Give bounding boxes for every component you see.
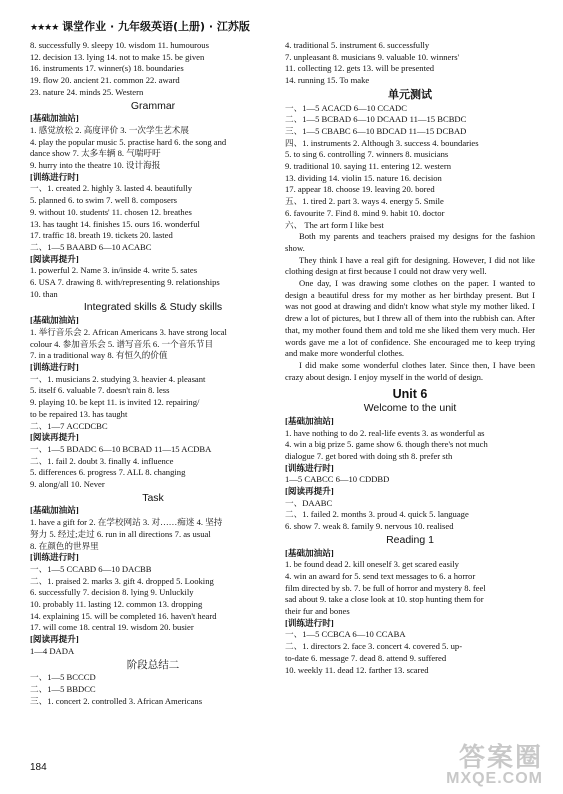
answer-line: 二、1. praised 2. marks 3. gift 4. dropped 5. Looking xyxy=(30,575,214,586)
answer-line: 11. collecting 12. gets 13. will be presented xyxy=(285,63,435,74)
answer-line: 14. running 15. To make xyxy=(285,75,370,86)
answer-line: 6. successfully 7. decision 8. lying 9. Unluckily xyxy=(30,587,194,598)
subsection-heading: [阅读再提升] xyxy=(30,432,79,443)
answer-line: 17. appear 18. choose 19. leaving 20. bored xyxy=(285,184,435,195)
subsection-heading: [基础加油站] xyxy=(30,505,79,516)
answer-line: 5. planned 6. to swim 7. well 8. composers xyxy=(30,195,178,206)
answer-line: 一、1—5 ACACD 6—10 CCADC xyxy=(285,102,407,113)
subsection-heading: [基础加油站] xyxy=(285,547,334,558)
answer-line: 二、1—5 BAABD 6—10 ACABC xyxy=(30,241,152,252)
answer-line: 8. successfully 9. sleepy 10. wisdom 11. humourous xyxy=(30,40,209,50)
header-stars: ★★★★ xyxy=(30,23,59,33)
section-title: 阶段总结二 xyxy=(126,658,180,671)
answer-line: 三、1—5 CBABC 6—10 BDCAD 11—15 DCBAD xyxy=(285,125,467,136)
answer-line: film directed by sb. 7. be full of horror and mystery 8. feel xyxy=(285,582,486,593)
answer-line: 一、DAABC xyxy=(285,497,333,508)
answer-line: 一、1—5 CCABD 6—10 DACBB xyxy=(30,563,152,574)
subsection-heading: [训练进行时] xyxy=(30,552,79,563)
answer-line: 六、 The art form I like best xyxy=(285,219,384,230)
answer-line: 二、1. failed 2. months 3. proud 4. quick 5. language xyxy=(285,509,469,520)
answer-line: 二、1. fail 2. doubt 3. finally 4. influence xyxy=(30,455,174,466)
answer-line: 14. explaining 15. will be completed 16. haven't heard xyxy=(30,610,217,621)
answer-line: 6. USA 7. drawing 8. with/representing 9. relationships xyxy=(30,277,220,288)
answer-line: 17. traffic 18. breath 19. tickets 20. lasted xyxy=(30,230,173,241)
section-title: Welcome to the unit xyxy=(363,402,457,415)
answer-line: 12. decision 13. lying 14. not to make 15. be given xyxy=(30,51,205,62)
answer-line: colour 4. 参加音乐会 5. 谱写音乐 6. 一个音乐节目 xyxy=(30,338,214,349)
section-title: Reading 1 xyxy=(386,533,434,546)
watermark xyxy=(446,742,543,790)
essay-paragraph: They think I have a real gift for designing. However, I did not like clothing design at first because I could not draw very well. xyxy=(285,254,535,277)
answer-line: 4. traditional 5. instrument 6. successfully xyxy=(285,40,430,50)
unit-title: Unit 6 xyxy=(392,387,428,402)
answer-line: 二、1—5 BCBAD 6—10 DCAAD 11—15 BCBDC xyxy=(285,114,467,125)
answer-line: 1. have nothing to do 2. real-life events 3. as wonderful as xyxy=(285,427,485,438)
answer-line: 五、1. tired 2. part 3. ways 4. energy 5. Smile xyxy=(285,196,444,207)
subsection-heading: [基础加油站] xyxy=(285,415,334,426)
subsection-heading: [阅读再提升] xyxy=(30,253,79,264)
answer-line: 10. probably 11. lasting 12. common 13. dropping xyxy=(30,599,203,610)
answer-line: 一、1. created 2. highly 3. lasted 4. beautifully xyxy=(30,183,193,194)
answer-line: to-date 6. message 7. dead 8. attend 9. suffered xyxy=(285,652,447,663)
answer-line: 1—5 CABCC 6—10 CDDBD xyxy=(285,474,390,485)
watermark-line2: MXQE.COM xyxy=(446,770,543,787)
section-title: 单元测试 xyxy=(388,88,432,101)
answer-line: 三、1. concert 2. controlled 3. African Americans xyxy=(30,695,203,706)
left-column xyxy=(30,40,276,707)
answer-line: 9. hurry into the theatre 10. 设计海报 xyxy=(30,160,161,171)
answer-line: 8. 在颜色的世界里 xyxy=(30,540,99,551)
header-title: 课堂作业 · 九年级英语(上册) · 江苏版 xyxy=(62,20,250,33)
subsection-heading: [训练进行时] xyxy=(30,361,79,372)
subsection-heading: [训练进行时] xyxy=(285,617,334,628)
section-title: Task xyxy=(142,491,164,504)
answer-line: 5. to sing 6. controlling 7. winners 8. musicians xyxy=(285,149,449,160)
answer-line: 5. differences 6. progress 7. ALL 8. changing xyxy=(30,467,186,478)
right-column xyxy=(285,40,535,676)
answer-line: 四、1. instruments 2. Although 3. success 4. boundaries xyxy=(285,137,479,148)
answer-line: 9. playing 10. be kept 11. is invited 12. repairing/ xyxy=(30,397,200,408)
answer-line: 7. unpleasant 8. musicians 9. valuable 10. winners' xyxy=(285,51,460,62)
answer-line: 6. show 7. weak 8. family 9. nervous 10. realised xyxy=(285,521,454,532)
watermark-line1: 答案圈 xyxy=(458,742,543,772)
answer-line: 4. play the popular music 5. practise hard 6. the song and xyxy=(30,136,227,147)
subsection-heading: [训练进行时] xyxy=(30,171,79,182)
page-number: 184 xyxy=(30,762,47,773)
answer-line: 1. have a gift for 2. 在学校网站 3. 对……痴迷 4. 坚持 xyxy=(30,517,223,528)
answer-line: 23. nature 24. minds 25. Western xyxy=(30,86,144,97)
answer-line: 一、1—5 BDADC 6—10 BCBAD 11—15 ACDBA xyxy=(30,443,212,454)
answer-line: 19. flow 20. ancient 21. common 22. award xyxy=(30,75,180,86)
answer-line: 二、1—7 ACCDCBC xyxy=(30,420,108,431)
answer-line: 1. powerful 2. Name 3. in/inside 4. write 5. sates xyxy=(30,265,198,276)
answer-line: 10. weekly 11. dead 12. farther 13. scared xyxy=(285,664,429,675)
answer-line: sad about 9. take a close look at 10. stop hunting them for xyxy=(285,594,484,605)
answer-line: dialogue 7. get bored with doing sth 8. prefer sth xyxy=(285,450,453,461)
answer-line: 13. has taught 14. finishes 15. ours 16. wonderful xyxy=(30,218,200,229)
answer-line: 7. in a traditional way 8. 有恒久的价值 xyxy=(30,350,168,361)
answer-line: 1—4 DADA xyxy=(30,645,75,656)
subsection-heading: [基础加油站] xyxy=(30,113,79,124)
answer-line: 1. 感觉放松 2. 高度评价 3. 一次学生艺术展 xyxy=(30,124,189,135)
subsection-heading: [训练进行时] xyxy=(285,462,334,473)
page-header xyxy=(30,18,250,34)
answer-line: 9. without 10. students' 11. chosen 12. breathes xyxy=(30,206,192,217)
answer-line: 一、1. musicians 2. studying 3. heavier 4. pleasant xyxy=(30,373,206,384)
answer-line: their fur and bones xyxy=(285,606,350,617)
answer-line: 努力 5. 经过;走过 6. run in all directions 7. as usual xyxy=(30,528,211,539)
answer-line: 二、1. directors 2. face 3. concert 4. covered 5. up- xyxy=(285,641,463,652)
essay-paragraph: One day, I was drawing some clothes on the paper. I wanted to design a beautiful dress for my mother as her birthday present. But I was not good at drawing and didn't know what style my mother liked. I drew a lot of pictures, but I threw all of them into the rubbish can. After that, my mother found them and told me she liked them very much. Her words gave me a lot of confidence. She encouraged me to keep trying and make more wonderful clothes. xyxy=(285,278,535,359)
answer-line: 16. instruments 17. winner(s) 18. boundaries xyxy=(30,63,184,74)
essay-paragraph: I did make some wonderful clothes later. Since then, I have been crazy about design. I enjoy myself in the world of design. xyxy=(285,359,535,382)
section-title: Integrated skills & Study skills xyxy=(83,301,223,314)
subsection-heading: [阅读再提升] xyxy=(30,634,79,645)
subsection-heading: [阅读再提升] xyxy=(285,486,334,497)
essay-paragraph: Both my parents and teachers praised my designs for the fashion show. xyxy=(285,231,535,253)
answer-line: 1. be found dead 2. kill oneself 3. get scared easily xyxy=(285,559,459,570)
section-title: Grammar xyxy=(130,99,176,112)
answer-line: 10. than xyxy=(30,288,58,299)
answer-line: 6. favourite 7. Find 8. mind 9. habit 10. doctor xyxy=(285,207,445,218)
answer-line: 1. 举行音乐会 2. African Americans 3. have strong local xyxy=(30,326,227,337)
subsection-heading: [基础加油站] xyxy=(30,315,79,326)
answer-line: 二、1—5 BBDCC xyxy=(30,683,96,694)
answer-line: dance show 7. 太多车辆 8. 气喘吁吁 xyxy=(30,148,161,159)
answer-line: 9. along/all 10. Never xyxy=(30,479,105,490)
answer-line: 5. itself 6. valuable 7. doesn't rain 8. less xyxy=(30,385,170,396)
answer-line: 13. dividing 14. violin 15. nature 16. decision xyxy=(285,172,442,183)
answer-line: 一、1—5 BCCCD xyxy=(30,672,96,683)
answer-line: 4. win an award for 5. send text messages to 6. a horror xyxy=(285,570,476,581)
answer-line: 一、1—5 CCBCA 6—10 CCABA xyxy=(285,629,406,640)
answer-line: 4. win a big prize 5. game show 6. though there's not much xyxy=(285,439,488,450)
answer-line: 9. traditional 10. saying 11. entering 12. western xyxy=(285,161,452,172)
answer-line: to be repaired 13. has taught xyxy=(30,408,128,419)
answer-line: 17. will come 18. central 19. wisdom 20. busier xyxy=(30,622,194,633)
